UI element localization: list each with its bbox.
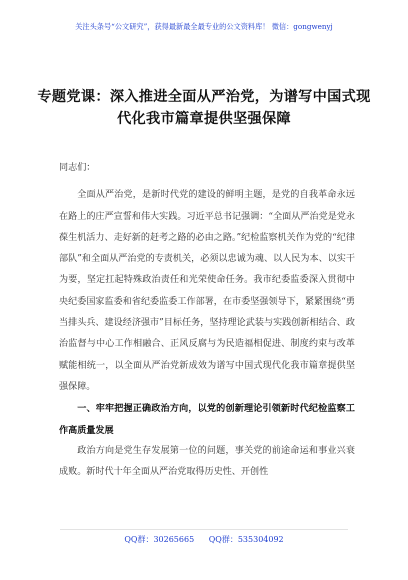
document-title: 专题党课：深入推进全面从严治党，为谱写中国式现代化我市篇章提供坚强保障 — [37, 89, 371, 127]
footer-qq-group-1: QQ群：30265665 — [124, 535, 195, 544]
footer — [0, 534, 408, 545]
footer-divider — [60, 529, 348, 530]
document-body — [59, 158, 355, 483]
paragraph: 全面从严治党，是新时代党的建设的鲜明主题，是党的自我革命永远在路上的庄严宣誓和伟大实践。习近平总书记强调：“全面从严治党是党永葆生机活力、走好新的赶考之路的必由之路。”纪检监察机关作为党的“纪律部队”和全面从严治党的专责机关，必须以忠诚为魂、以人民为本、以实干为要，坚定扛起特殊政治责任和光荣使命任务。我市纪委监委深入贯彻中央纪委国家监委和省纪委监委工作部署，在市委坚强领导下，紧紧围绕“勇当排头兵、建设经济强市”目标任务，坚持理论武装与实践创新相结合、政治监督与中心工作相融合、正风反腐与为民造福相促进、制度约束与改革赋能相统一，以全面从严治党新成效为谱写中国式现代化我市篇章提供坚强保障。 — [59, 190, 355, 392]
greeting: 同志们： — [59, 163, 96, 173]
header-banner: 关注头条号“公文研究”，获得最新最全最专业的公文资料库！ 微信：gongwenyj — [75, 22, 333, 31]
paragraph: 政治方向是党生存发展第一位的问题，事关党的前途命运和事业兴衰成败。新时代十年全面从严治党取得历史性、开创性 — [59, 445, 355, 478]
footer-qq-group-2: QQ群：535304092 — [208, 535, 284, 544]
section-heading: 一、牢牢把握正确政治方向，以党的创新理论引领新时代纪检监察工作高质量发展 — [59, 403, 355, 436]
